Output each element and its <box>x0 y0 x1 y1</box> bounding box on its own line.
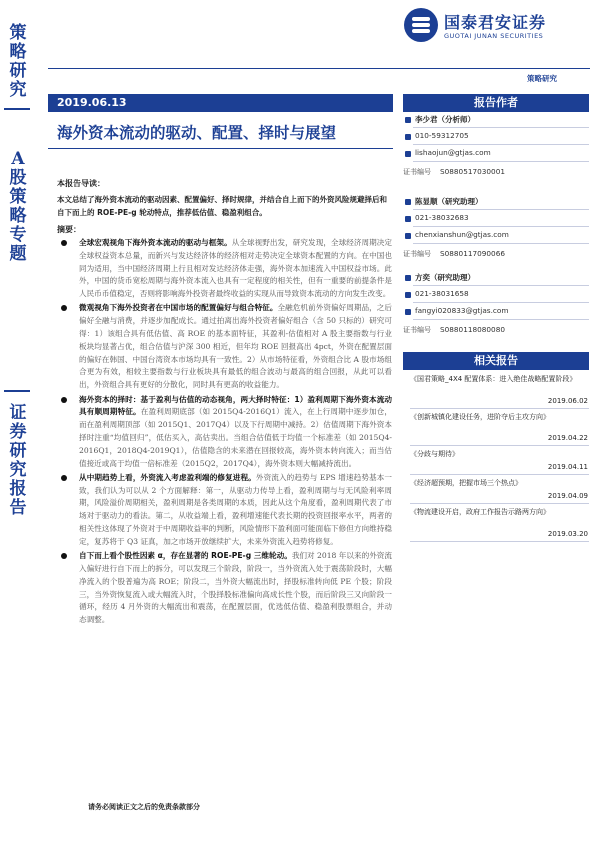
bullet-icon <box>61 553 67 559</box>
related-report-date: 2019.06.02 <box>547 397 588 405</box>
phone-icon <box>405 216 411 222</box>
author-name: 方奕（研究助理） <box>415 273 475 282</box>
related-report-title[interactable]: 《创新城镇化建设任务，进阶夺后主攻方向》 <box>410 413 550 421</box>
related-report-title[interactable]: 《经济超预期，把握市场三个热点》 <box>410 479 522 487</box>
row-rule <box>413 285 589 286</box>
sidebar-char: 题 <box>9 244 27 264</box>
abstract-item <box>57 472 392 549</box>
related-report-title[interactable]: 《国君策略_4X4 配置体系：进入绝佳战略配置阶段》 <box>410 375 577 383</box>
sidebar-category <box>6 24 30 100</box>
guide-label: 本报告导读： <box>57 179 105 188</box>
row-rule <box>413 209 589 210</box>
abstract-item <box>57 550 392 627</box>
related-report-date: 2019.03.20 <box>547 530 588 538</box>
abstract-item-lead: 微观视角下海外投资者在中国市场的配置偏好与组合特征。 <box>79 303 278 313</box>
bullet-icon <box>61 305 67 311</box>
report-title: 海外资本流动的驱动、配置、择时与展望 <box>57 123 337 142</box>
related-header: 相关报告 <box>403 352 589 370</box>
sidebar-char: 研 <box>9 61 27 81</box>
sidebar-char: 证 <box>9 403 27 423</box>
related-report-date: 2019.04.22 <box>547 434 588 442</box>
abstract-item-text: 在盈利周期底部（如 2015Q4-2016Q1）流入，在上行周期中逐步加仓，而在盈利周期顶部（如 2015Q1、2017Q4）以及下行周期中减持。2）估值周期下海外资本择时注重“均值回归”，低估买入，高估卖出。当组合估值低于均值一个标准差（如 2015Q4-2016Q1，2018Q4-2019Q1），估值隐含的未来潜在回报较高，海外资本转向流入；而当估值接近或高于均值一倍标准差（2015Q2，2017Q4），海外资本则大幅减持流出。 <box>79 407 392 468</box>
abstract-item-lead: 自下而上看个股性因素 α，存在显著的 ROE-PE-g 三维轮动。 <box>79 551 292 561</box>
person-icon <box>405 199 411 205</box>
sidebar-topic <box>6 150 30 264</box>
sidebar-doc-type <box>6 404 30 518</box>
sidebar-char: 券 <box>9 422 27 442</box>
sidebar-char: 专 <box>9 225 27 245</box>
cert-label: 证书编号 <box>403 250 431 258</box>
row-rule <box>413 127 589 128</box>
cert-label: 证书编号 <box>403 326 431 334</box>
row-rule <box>413 243 589 244</box>
company-logo <box>404 8 589 44</box>
row-rule <box>413 226 589 227</box>
author-email[interactable]: chenxianshun@gtjas.com <box>415 230 509 239</box>
cert-number: S0880517030001 <box>440 167 505 176</box>
cert-number: S0880118080080 <box>440 325 505 334</box>
logo-en-text: GUOTAI JUNAN SECURITIES <box>444 32 544 40</box>
sidebar-char: 究 <box>9 80 27 100</box>
header-tag: 策略研究 <box>527 74 557 83</box>
bullet-icon <box>61 240 67 246</box>
related-rule <box>410 474 589 475</box>
phone-icon <box>405 134 411 140</box>
abstract-item <box>57 394 392 471</box>
author-phone: 021-38032683 <box>415 213 469 222</box>
row-rule <box>413 302 589 303</box>
related-rule <box>410 541 589 542</box>
sidebar-char: 略 <box>9 42 27 62</box>
person-icon <box>405 275 411 281</box>
abstract-list <box>57 237 392 628</box>
logo-cn-text: 国泰君安证券 <box>444 13 547 32</box>
author-name: 陈显顺（研究助理） <box>415 197 483 206</box>
related-report-title[interactable]: 《分歧与期待》 <box>410 450 459 458</box>
sidebar-char: 策 <box>9 23 27 43</box>
cert-number: S0880117090066 <box>440 249 505 258</box>
email-icon <box>405 233 411 239</box>
related-rule <box>410 503 589 504</box>
report-date: 2019.06.13 <box>57 96 127 109</box>
sidebar-char: 究 <box>9 460 27 480</box>
row-rule <box>413 144 589 145</box>
related-report-date: 2019.04.11 <box>547 463 588 471</box>
abstract-item-text: 外资流入的趋势与 EPS 增速趋势基本一致，我们认为可以从 2 个方面解释：第一，从驱动力传导上看，盈利周期与与无风险利率周期，风险溢价周期相关，盈利周期是各类周期的本质，因此从这个角度看，盈利周期代表了市场对于驱动力的看法。第二，从收益端上看，盈利增速能代表长期的投资回报率水平，两者的相关性这体现了外资对于中周期收益率的判断，风险情形下盈利面可能面临下修但方向维持稳定，复苏将于 Q3 证真，加之市场开放继续扩大，未来外资流入趋势将修复。 <box>79 472 393 546</box>
author-email[interactable]: fangyi020833@gtjas.com <box>415 306 509 315</box>
sidebar-char: 报 <box>9 479 27 499</box>
abstract-item-text: 全融危机前外资偏好周期品，之后偏好全融与消费，并逐步加配成长。通过拍离出海外投资者偏好组合（含 50 只标的）研究可得：1）该组合具有低估值、高 ROE 的基本面特征，其盈利-估值相对 A 股主要指数与行业板块均显著占优，组合估值与沪深 300 相近，但年均 ROE 回报高出 4pct，外资在配置层面的偏好在韩国、中国台湾资本市场均具有一致性。2）从市场特征看，外资组合比 A 股市场组合更为有效，相较主要指数与行业板块具有最低的组合波动与最高的组合回报，从此可以看出，外资组合具有更好的分散化，同时具有更高的收益能力。 <box>79 303 392 390</box>
sidebar-char: A <box>11 149 25 169</box>
person-icon <box>405 117 411 123</box>
sidebar-divider <box>4 390 30 392</box>
author-phone: 010-59312705 <box>415 131 469 140</box>
related-rule <box>410 445 589 446</box>
left-sidebar <box>0 0 36 842</box>
related-report-title[interactable]: 《物流建设开启，政府工作报告示路两方向》 <box>410 508 550 516</box>
guide-text: 本文总结了海外资本流动的驱动因素、配置偏好、择时规律，并结合自上而下的外资风险规避择后和自下而上的 ROE-PE-g 轮动特点，推荐低估值、稳盈利组合。 <box>57 195 387 217</box>
title-rule <box>48 148 393 149</box>
cert-label: 证书编号 <box>403 168 431 176</box>
sidebar-char: 告 <box>9 498 27 518</box>
abstract-item-text: 我们对 2018 年以来的外资流入偏好进行自下而上的拆分，可以发现三个阶段，阶段一，当外资流入处于震荡阶段时，大幅净流入的个股普遍为高 ROE；阶段二，当外资大幅流出时，择股标准转向低 PE 个股；阶段三，当外资恢复流入或大幅流入时，个股择股标准偏向高成长性个股，而后阶段三又向阶段一循环，经历 4 月外资的大幅流出和震荡，在配置层面，优选低估值、稳盈利股票组合，并动态调整。 <box>79 551 392 625</box>
abstract-item-text: 从全球视野出发，研究发现，全球经济周期决定全球权益资本总量，而新兴与发达经济体的经济相对走势决定全球资本配置的方向。在中国也同为适用，当中国经济周期上行且相对发达经济体走强，海外资本加速流入中国权益市场。此外，中国的货币宽松周期与海外资本流入也具有一定程度的相关性，但有一重要的前提条件是人民币币值稳定，否则将影响海外投资者最终收益的实现从而导致资本流动的方向发生改变。 <box>79 238 392 299</box>
sidebar-char: 策 <box>9 187 27 207</box>
abstract-item-lead: 海外资本的择时：基于盈利与估值的动态视角，两大择时特征：1）盈利周期下海外资本流动具有顺周期特征。 <box>79 394 392 417</box>
email-icon <box>405 309 411 315</box>
row-rule <box>413 161 589 162</box>
abstract-item <box>57 237 392 301</box>
abstract-label: 摘要： <box>57 225 81 234</box>
phone-icon <box>405 292 411 298</box>
author-name: 李少君（分析师） <box>415 115 475 124</box>
row-rule <box>413 319 589 320</box>
sidebar-char: 略 <box>9 206 27 226</box>
abstract-item-lead: 从中期趋势上看，外资流入考虑盈利端的修复进程。 <box>79 472 256 482</box>
abstract-item-lead: 全球宏观视角下海外资本流动的驱动与框架。 <box>79 238 232 247</box>
email-icon <box>405 151 411 157</box>
related-report-date: 2019.04.09 <box>547 492 588 500</box>
author-email[interactable]: lishaojun@gtjas.com <box>415 148 491 157</box>
bullet-icon <box>61 397 67 403</box>
logo-mark-icon <box>404 8 438 42</box>
abstract-item <box>57 302 392 392</box>
sidebar-char: 股 <box>9 168 27 188</box>
sidebar-char: 研 <box>9 441 27 461</box>
author-phone: 021-38031658 <box>415 289 469 298</box>
related-rule <box>410 408 589 409</box>
bullet-icon <box>61 475 67 481</box>
sidebar-divider <box>4 108 30 110</box>
header-rule <box>48 68 590 69</box>
authors-header: 报告作者 <box>403 94 589 112</box>
disclaimer-note: 请务必阅读正文之后的免责条款部分 <box>88 803 200 811</box>
